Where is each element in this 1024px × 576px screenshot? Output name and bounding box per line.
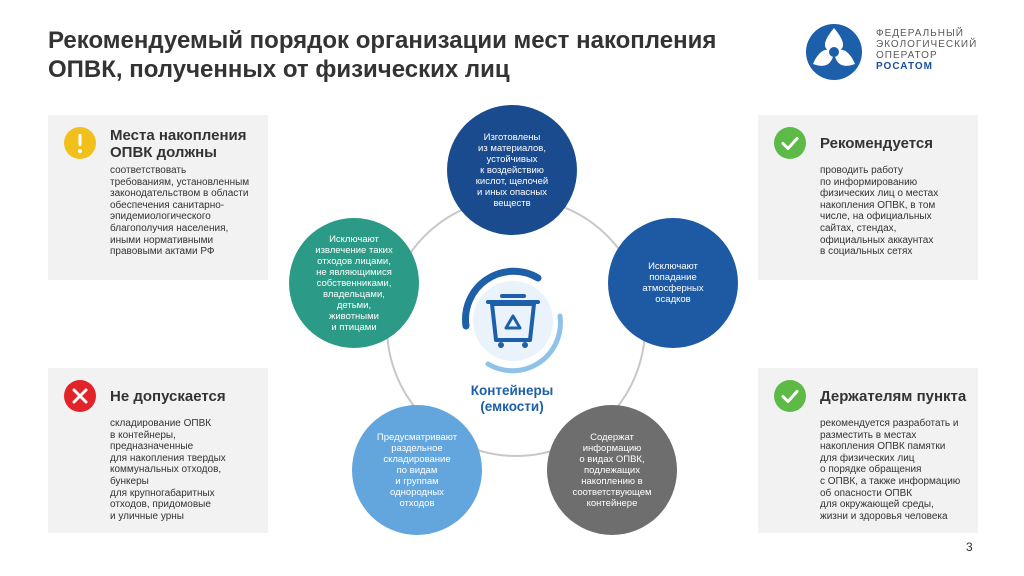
card-holders-body: рекомендуется разработать и разместить в местах накопления ОПВК памятки для физических лиц о порядке обращения с ОПВК, а также информацию об опасности ОПВК для окружающей среды, жизни и здоровья человека: [820, 418, 961, 522]
bubble-precipitation: Исключают попадание атмосферных осадков: [608, 218, 738, 348]
bubble-materials: Изготовлены из материалов, устойчивых к воздействию кислот, щелочей и иных опасных веществ: [447, 105, 577, 235]
card-holders: [758, 368, 978, 533]
bubble-info: Содержат информацию о видах ОПВК, подлежащих накоплению в соответствующем контейнере: [547, 405, 677, 535]
logo-line-2: ЭКОЛОГИЧЕСКИЙ: [876, 39, 978, 50]
card-holders-heading: Держателям пункта: [820, 388, 967, 405]
rosatom-logo: [804, 22, 994, 82]
card-forbidden: [48, 368, 268, 533]
logo-line-3: ОПЕРАТОР: [876, 50, 938, 61]
card-recommended-body: проводить работу по информированию физических лиц о местах накопления ОПВК, в том числе, на официальных сайтах, стендах, официальных аккаунтах в социальных сетях: [820, 165, 939, 258]
bubble-exclude-extraction: Исключают извлечение таких отходов лицами, не являющимися собственниками, владельцами, детьми, животными и птицами: [289, 218, 419, 348]
bubble-separate-storage: Предусматривают раздельное складирование по видам и группам однородных отходов: [352, 405, 482, 535]
card-forbidden-body: складирование ОПВК в контейнеры, предназначенные для накопления твердых коммунальных отходов, бункеры для крупногабаритных отходов, придомовые и уличные урны: [110, 418, 226, 522]
exclamation-icon: [64, 127, 96, 159]
card-recommended-heading: Рекомендуется: [820, 135, 933, 152]
logo-line-4: РОСАТОМ: [876, 61, 933, 72]
center-label: Контейнеры (емкости): [470, 383, 554, 414]
page-number: 3: [966, 540, 973, 554]
card-forbidden-heading: Не допускается: [110, 388, 226, 405]
card-places-body: соответствовать требованиям, установленным законодательством в области обеспечения санитарно- эпидемиологического благополучия населения, иными нормативными правовыми актами РФ: [110, 165, 250, 258]
recycling-container-icon: [458, 266, 568, 376]
card-places: [48, 115, 268, 280]
card-recommended: [758, 115, 978, 280]
slide-title: Рекомендуемый порядок организации мест накопления ОПВК, полученных от физических лиц: [48, 27, 717, 83]
card-places-heading: Места накопления ОПВК должны: [110, 127, 247, 161]
check-icon: [774, 127, 806, 159]
logo-line-1: ФЕДЕРАЛЬНЫЙ: [876, 28, 964, 39]
logo-text: [876, 28, 977, 72]
cross-icon: [64, 380, 96, 412]
atom-emblem-icon: [804, 22, 864, 82]
check-icon: [774, 380, 806, 412]
